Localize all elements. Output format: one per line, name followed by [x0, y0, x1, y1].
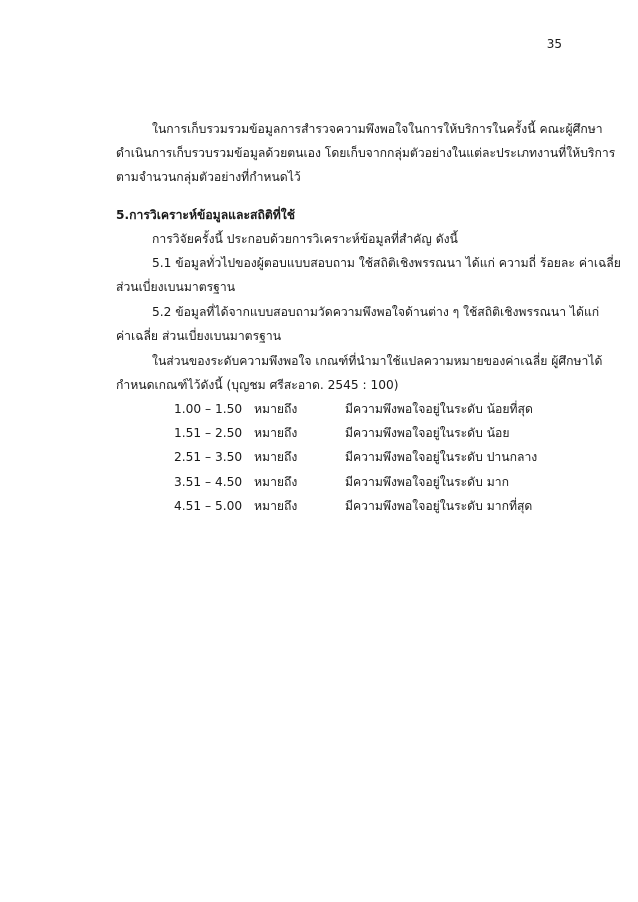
item-5-1-line: 5.1 ข้อมูลทั่วไปของผู้ตอบแบบสอบถาม ใช้สถิติเชิงพรรณนา ได้แก่ ความถี่ ร้อยละ ค่าเฉลี่ย: [152, 256, 621, 270]
item-5-1-line: ส่วนเบี่ยงเบนมาตรฐาน: [116, 280, 236, 294]
paragraph-line: ดำเนินการเก็บรวบรวมข้อมูลด้วยตนเอง โดยเก็บจากกลุ่มตัวอย่างในแต่ละประเภทงานที่ให้บริการ: [116, 146, 616, 160]
section-intro: การวิจัยครั้งนี้ ประกอบด้วยการวิเคราะห์ข้อมูลที่สำคัญ ดังนี้: [152, 232, 458, 246]
criteria-row: [0, 498, 638, 514]
criteria-description: มีความพึงพอใจอยู่ในระดับ น้อย: [345, 426, 510, 440]
criteria-description: มีความพึงพอใจอยู่ในระดับ มากที่สุด: [345, 499, 533, 513]
criteria-description: มีความพึงพอใจอยู่ในระดับ ปานกลาง: [345, 450, 538, 464]
criteria-meaning: หมายถึง: [254, 499, 298, 513]
criteria-range: 1.51 – 2.50: [174, 426, 243, 440]
criteria-description: มีความพึงพอใจอยู่ในระดับ มาก: [345, 475, 509, 489]
criteria-range: 2.51 – 3.50: [174, 450, 243, 464]
criteria-range: 1.00 – 1.50: [174, 402, 243, 416]
criteria-row: [0, 474, 638, 490]
paragraph-line: ตามจำนวนกลุ่มตัวอย่างที่กำหนดไว้: [116, 170, 301, 184]
criteria-row: [0, 449, 638, 465]
criteria-row: [0, 401, 638, 417]
criteria-row: [0, 425, 638, 441]
page-number: 35: [546, 37, 562, 51]
criteria-intro-line: ในส่วนของระดับความพึงพอใจ เกณฑ์ที่นำมาใช้แปลความหมายของค่าเฉลี่ย ผู้ศึกษาได้: [152, 354, 603, 368]
criteria-description: มีความพึงพอใจอยู่ในระดับ น้อยที่สุด: [345, 402, 533, 416]
criteria-meaning: หมายถึง: [254, 402, 298, 416]
paragraph-line: ในการเก็บรวมรวมข้อมูลการสำรวจความพึงพอใจในการให้บริการในครั้งนี้ คณะผู้ศึกษา: [152, 122, 603, 136]
criteria-meaning: หมายถึง: [254, 475, 298, 489]
item-5-2-line: ค่าเฉลี่ย ส่วนเบี่ยงเบนมาตรฐาน: [116, 329, 282, 343]
criteria-range: 3.51 – 4.50: [174, 475, 243, 489]
section-heading: 5.การวิเคราะห์ข้อมูลและสถิติที่ใช้: [116, 208, 296, 222]
criteria-meaning: หมายถึง: [254, 426, 298, 440]
criteria-meaning: หมายถึง: [254, 450, 298, 464]
criteria-range: 4.51 – 5.00: [174, 499, 243, 513]
item-5-2-line: 5.2 ข้อมูลที่ได้จากแบบสอบถามวัดความพึงพอใจด้านต่าง ๆ ใช้สถิติเชิงพรรณนา ได้แก่: [152, 305, 600, 319]
criteria-intro-line: กำหนดเกณฑ์ไว้ดังนี้ (บุญชม ศรีสะอาด. 2545 : 100): [116, 378, 399, 392]
